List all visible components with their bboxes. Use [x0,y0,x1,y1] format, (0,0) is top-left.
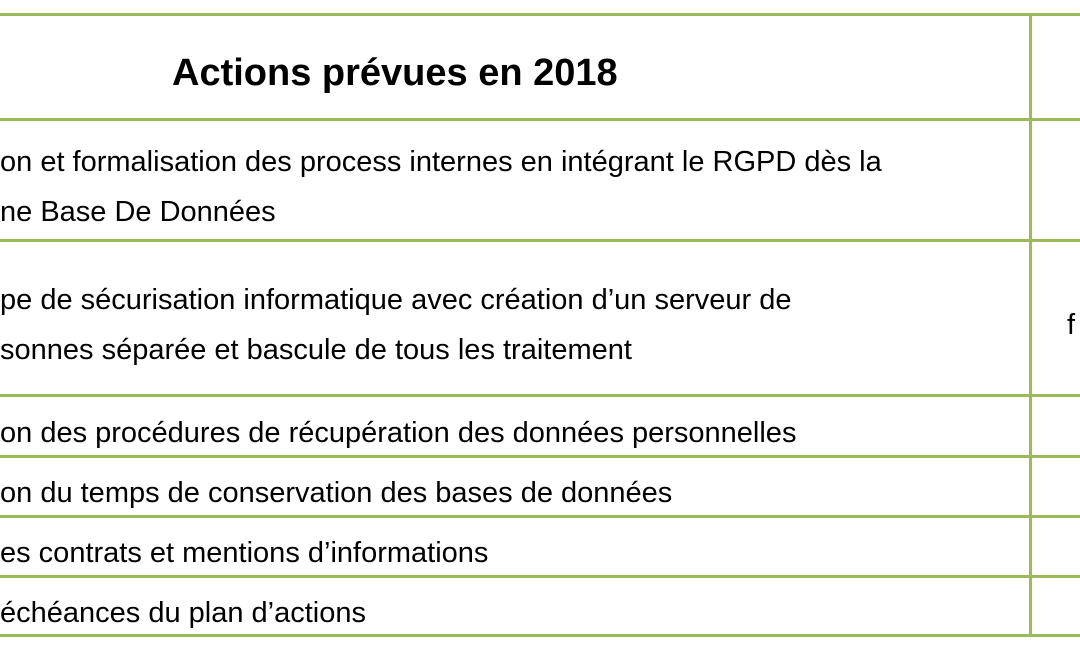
row-divider [0,239,1080,242]
table-row-1-line-2: ne Base De Données [0,196,276,228]
column-divider [1029,13,1032,636]
table-row-2-line-1: pe de sécurisation informatique avec création d’un serveur de [0,284,792,316]
row-divider [0,118,1080,121]
table-row-2-line-2: sonnes séparée et bascule de tous les traitement [0,334,632,366]
table-row-1-line-1: on et formalisation des process internes en intégrant le RGPD dès la [0,146,882,178]
table-row-4-line-1: on du temps de conservation des bases de données [0,477,673,509]
header-title: Actions prévues en 2018 [172,52,618,94]
table-border-top [0,13,1080,16]
table-row-2-side-cell: f [1067,309,1076,341]
table-row-3-line-1: on des procédures de récupération des données personnelles [0,417,797,449]
table-row-5-line-1: es contrats et mentions d’informations [0,537,489,569]
row-divider [0,394,1080,397]
table-row-6-line-1: échéances du plan d’actions [0,597,366,629]
